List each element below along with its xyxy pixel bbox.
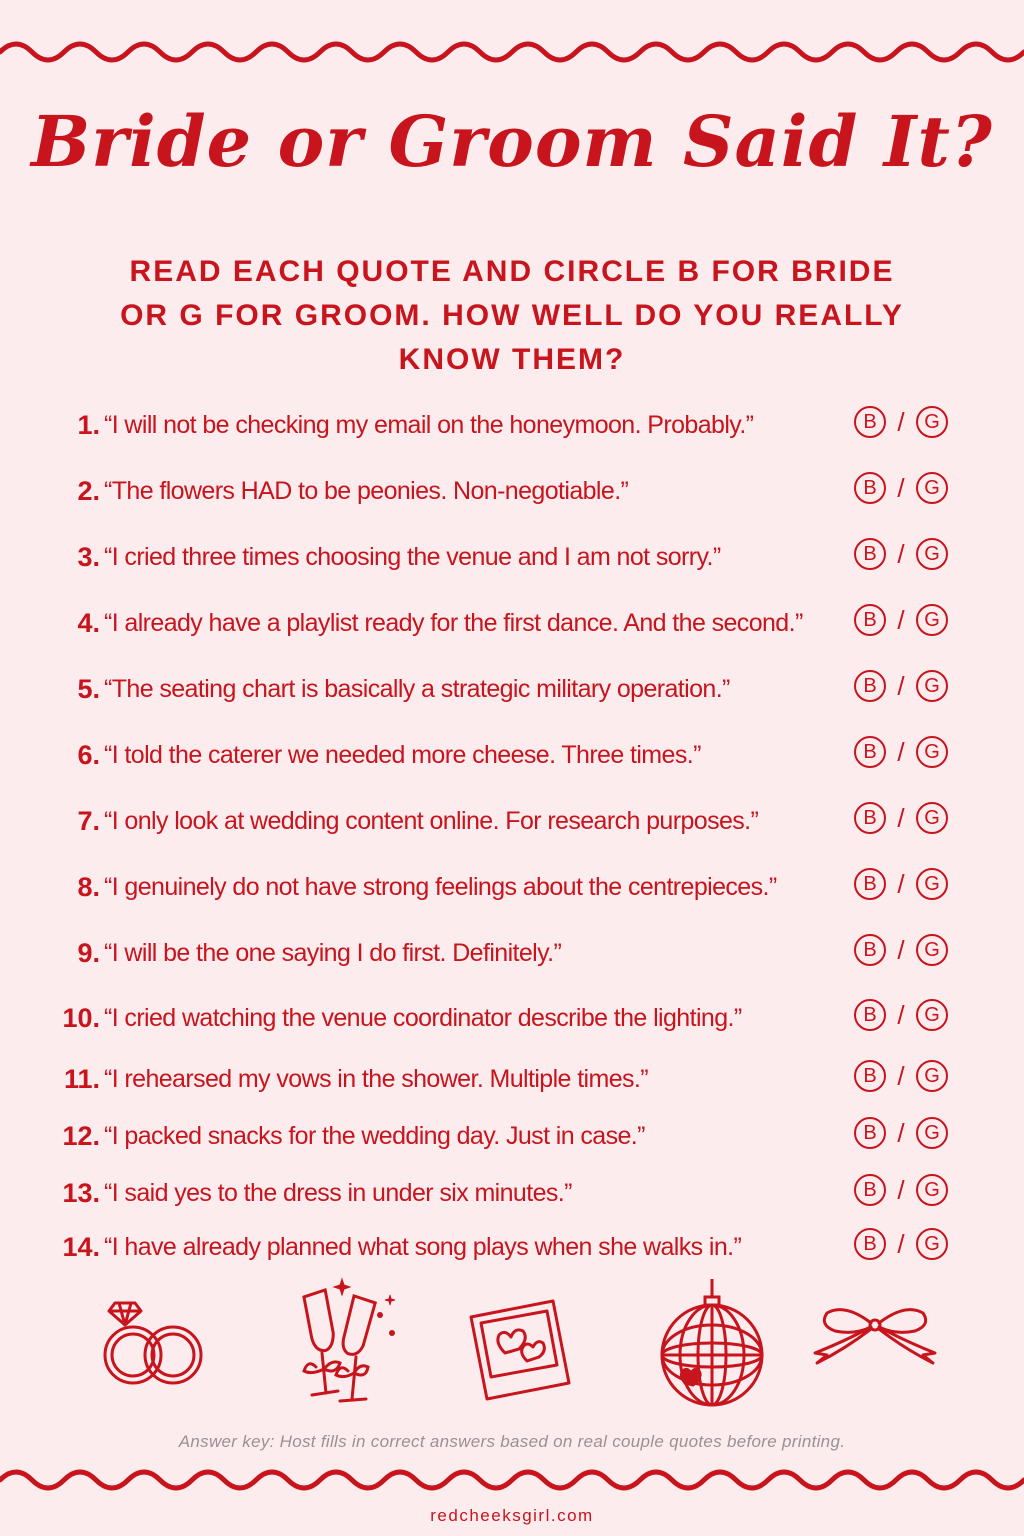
choice-separator: /	[897, 802, 905, 833]
quiz-question-row	[40, 598, 970, 648]
answer-choices	[854, 802, 948, 834]
polaroid-hearts-icon	[465, 1295, 575, 1405]
choice-separator: /	[897, 1117, 905, 1148]
choice-separator: /	[897, 670, 905, 701]
groom-choice-circle[interactable]: G	[916, 736, 948, 768]
groom-choice-circle[interactable]: G	[916, 1060, 948, 1092]
groom-choice-circle[interactable]: G	[916, 472, 948, 504]
choice-separator: /	[897, 604, 905, 635]
quiz-question-row	[40, 1222, 970, 1272]
choice-separator: /	[897, 999, 905, 1030]
footer-website: redcheeksgirl.com	[430, 1506, 594, 1525]
bride-choice-circle[interactable]: B	[854, 1117, 886, 1149]
quiz-question-row	[40, 928, 970, 978]
question-quote: “I cried watching the venue coordinator describe the lighting.”	[104, 1003, 742, 1032]
bride-choice-circle[interactable]: B	[854, 538, 886, 570]
answer-choices	[854, 999, 948, 1031]
question-quote: “I will be the one saying I do first. Definitely.”	[104, 938, 562, 967]
question-number: 12.	[62, 1120, 100, 1151]
question-number: 5.	[77, 673, 100, 704]
question-number: 13.	[62, 1177, 100, 1208]
choice-separator: /	[897, 1228, 905, 1259]
question-number: 10.	[62, 1002, 100, 1033]
answer-choices	[854, 604, 948, 636]
bow-icon	[805, 1301, 945, 1381]
choice-separator: /	[897, 736, 905, 767]
quiz-question-row	[40, 400, 970, 450]
groom-choice-circle[interactable]: G	[916, 1117, 948, 1149]
groom-choice-circle[interactable]: G	[916, 802, 948, 834]
question-number: 4.	[77, 607, 100, 638]
champagne-glasses-icon	[280, 1275, 410, 1415]
answer-choices	[854, 472, 948, 504]
answer-choices	[854, 1228, 948, 1260]
question-quote: “I rehearsed my vows in the shower. Multiple times.”	[104, 1064, 649, 1093]
groom-choice-circle[interactable]: G	[916, 406, 948, 438]
top-wave-border	[0, 32, 1024, 72]
quiz-question-row	[40, 466, 970, 516]
bride-choice-circle[interactable]: B	[854, 406, 886, 438]
question-number: 11.	[63, 1063, 100, 1094]
answer-choices	[854, 1060, 948, 1092]
question-number: 1.	[77, 409, 100, 440]
question-quote: “The seating chart is basically a strategic military operation.”	[104, 674, 730, 703]
choice-separator: /	[897, 472, 905, 503]
answer-choices	[854, 406, 948, 438]
quiz-question-row	[40, 1111, 970, 1161]
question-quote: “I only look at wedding content online. For research purposes.”	[104, 806, 759, 835]
bride-choice-circle[interactable]: B	[854, 1174, 886, 1206]
decorative-icons	[0, 1275, 1024, 1425]
bride-choice-circle[interactable]: B	[854, 670, 886, 702]
choice-separator: /	[897, 868, 905, 899]
question-number: 8.	[77, 871, 100, 902]
answer-choices	[854, 736, 948, 768]
choice-separator: /	[897, 538, 905, 569]
answer-choices	[854, 670, 948, 702]
rings-icon	[95, 1293, 215, 1393]
bride-choice-circle[interactable]: B	[854, 934, 886, 966]
groom-choice-circle[interactable]: G	[916, 999, 948, 1031]
question-quote: “The flowers HAD to be peonies. Non-negotiable.”	[104, 476, 629, 505]
question-quote: “I cried three times choosing the venue and I am not sorry.”	[104, 542, 721, 571]
bride-choice-circle[interactable]: B	[854, 868, 886, 900]
question-quote: “I genuinely do not have strong feelings about the centrepieces.”	[104, 872, 777, 901]
page-title: Bride or Groom Said It?	[31, 100, 993, 183]
instructions: READ EACH QUOTE AND CIRCLE B FOR BRIDE OR G FOR GROOM. HOW WELL DO YOU REALLY KNOW THEM?	[120, 255, 904, 376]
answer-choices	[854, 538, 948, 570]
bride-choice-circle[interactable]: B	[854, 1060, 886, 1092]
answer-choices	[854, 1117, 948, 1149]
quiz-question-row	[40, 664, 970, 714]
bottom-wave-border	[0, 1460, 1024, 1500]
answer-choices	[854, 934, 948, 966]
quiz-question-row	[40, 1168, 970, 1218]
choice-separator: /	[897, 1060, 905, 1091]
groom-choice-circle[interactable]: G	[916, 1228, 948, 1260]
groom-choice-circle[interactable]: G	[916, 670, 948, 702]
question-number: 9.	[77, 937, 100, 968]
question-number: 14.	[62, 1231, 100, 1262]
groom-choice-circle[interactable]: G	[916, 1174, 948, 1206]
quiz-question-row	[40, 796, 970, 846]
question-quote: “I have already planned what song plays when she walks in.”	[104, 1232, 742, 1261]
question-quote: “I packed snacks for the wedding day. Just in case.”	[104, 1121, 645, 1150]
bride-choice-circle[interactable]: B	[854, 736, 886, 768]
choice-separator: /	[897, 406, 905, 437]
bride-choice-circle[interactable]: B	[854, 802, 886, 834]
groom-choice-circle[interactable]: G	[916, 868, 948, 900]
question-quote: “I will not be checking my email on the honeymoon. Probably.”	[104, 410, 754, 439]
quiz-question-row	[40, 532, 970, 582]
quiz-question-row	[40, 993, 970, 1043]
question-quote: “I already have a playlist ready for the first dance. And the second.”	[104, 608, 803, 637]
quiz-question-row	[40, 1054, 970, 1104]
groom-choice-circle[interactable]: G	[916, 604, 948, 636]
question-number: 2.	[77, 475, 100, 506]
question-quote: “I told the caterer we needed more cheese. Three times.”	[104, 740, 701, 769]
groom-choice-circle[interactable]: G	[916, 934, 948, 966]
bride-choice-circle[interactable]: B	[854, 999, 886, 1031]
bride-choice-circle[interactable]: B	[854, 1228, 886, 1260]
answer-choices	[854, 868, 948, 900]
question-number: 3.	[77, 541, 100, 572]
answer-choices	[854, 1174, 948, 1206]
choice-separator: /	[897, 1174, 905, 1205]
answer-key-note: Answer key: Host fills in correct answers based on real couple quotes before printing.	[178, 1432, 846, 1451]
question-number: 7.	[77, 805, 100, 836]
quiz-question-row	[40, 730, 970, 780]
groom-choice-circle[interactable]: G	[916, 538, 948, 570]
question-quote: “I said yes to the dress in under six minutes.”	[104, 1178, 572, 1207]
disco-ball-icon	[655, 1279, 770, 1409]
question-number: 6.	[77, 739, 100, 770]
bride-choice-circle[interactable]: B	[854, 604, 886, 636]
choice-separator: /	[897, 934, 905, 965]
quiz-question-row	[40, 862, 970, 912]
bride-choice-circle[interactable]: B	[854, 472, 886, 504]
